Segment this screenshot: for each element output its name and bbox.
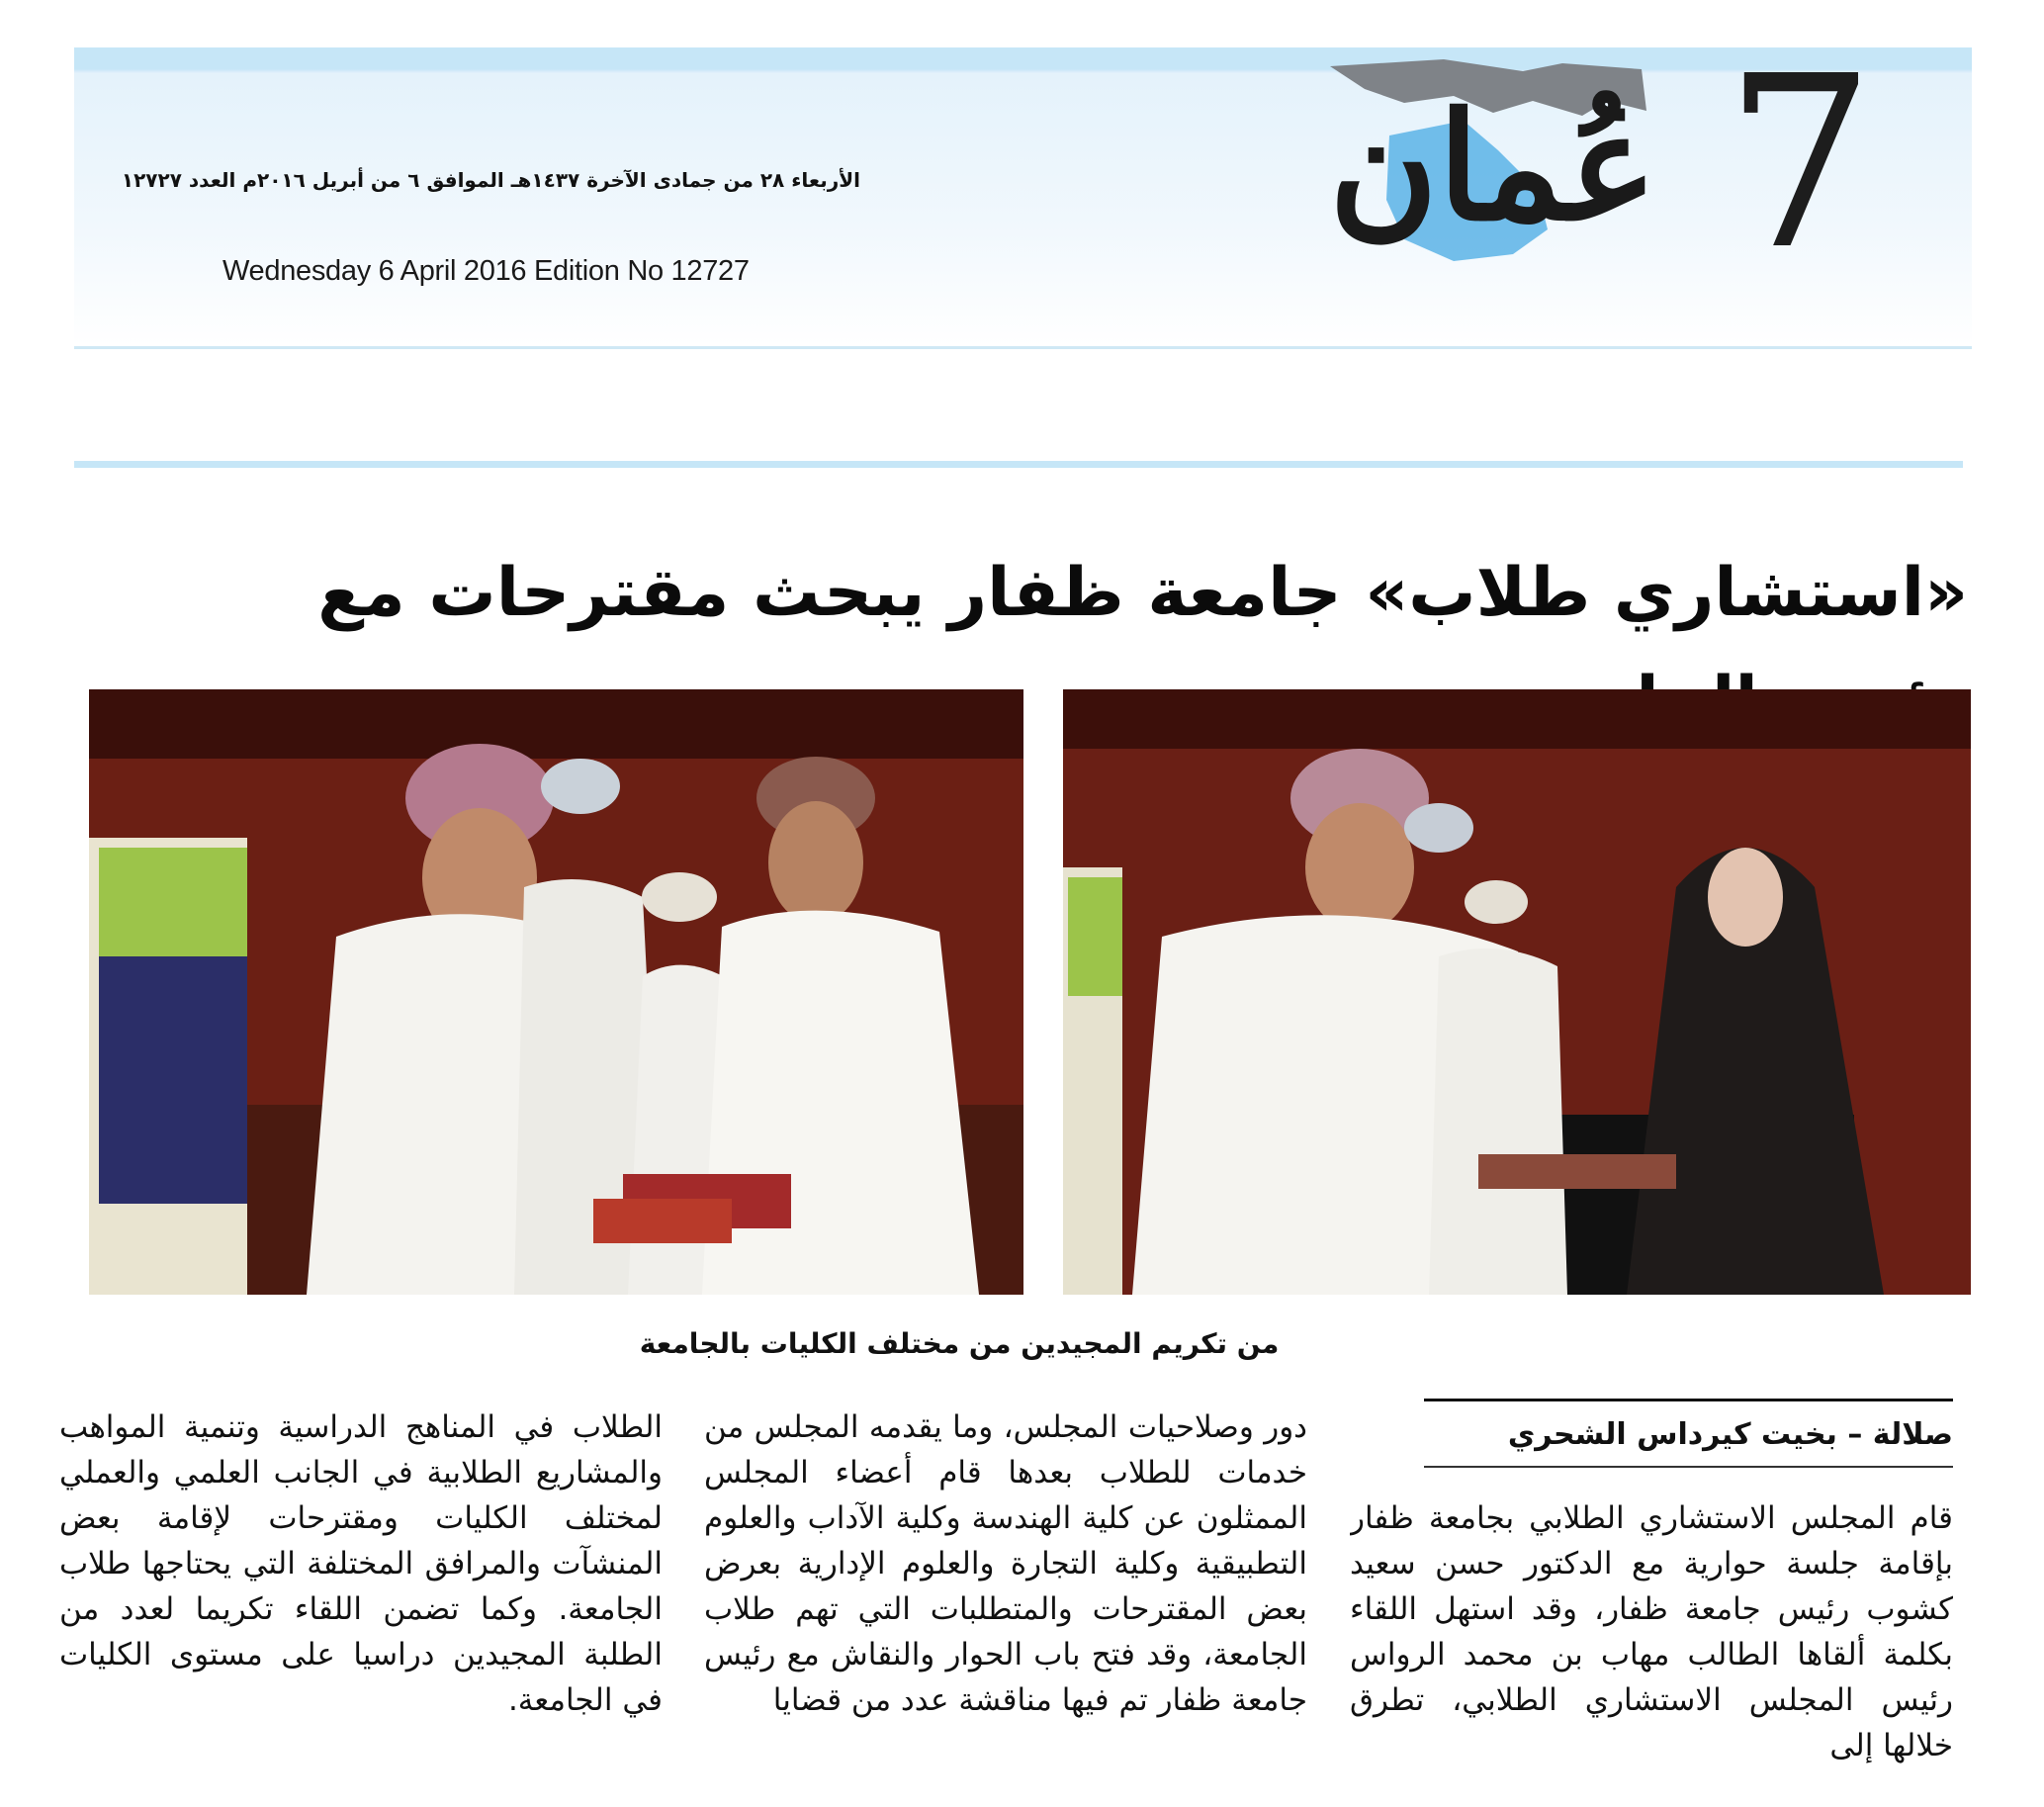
photo-award-handshake [89,689,1023,1295]
byline-rule [1424,1399,1953,1401]
article-column-1: قام المجلس الاستشاري الطلابي بجامعة ظفار بإقامة جلسة حوارية مع الدكتور حسن سعيد كشوب رئيس جامعة ظفار، وقد استهل اللقاء بكلمة ألقاها الطالب مهاب بن محمد الرواس رئيس المجلس الاستشاري الطلابي، تطرق خلالها إلى [1350,1500,1953,1763]
article-column-3: الطلاب في المناهج الدراسية وتنمية المواهب والمشاريع الطلابية في الجانب العلمي والعملي لمختلف الكليات ومقترحات لإقامة بعض المنشآت والمرافق المختلفة التي يحتاجها طلاب الجامعة. وكما تضمن اللقاء تكريما لعدد من الطلبة المجيدين دراسيا على مستوى الكليات في الجامعة. [59,1409,663,1718]
article-column-2: دور وصلاحيات المجلس، وما يقدمه المجلس من خدمات للطلاب بعدها قام أعضاء المجلس الممثلون عن كلية الهندسة وكلية الآداب والعلوم التطبيقية وكلية التجارة والعلوم الإدارية بعرض بعض المقترحات والمتطلبات التي تهم طلاب الجامعة، وقد فتح باب الحوار والنقاش مع رئيس جامعة ظفار تم فيها مناقشة عدد من قضايا [704,1409,1307,1718]
logo-text: عُمان [1328,80,1658,254]
newspaper-logo [1325,42,1661,274]
date-arabic: الأربعاء ٢٨ من جمادى الآخرة ١٤٣٧هـ الموافق ٦ من أبريل ٢٠١٦م العدد ١٢٧٢٧ [121,168,860,192]
page-number: 7 [1724,25,1876,302]
section-divider [74,461,1963,468]
byline-underline [1424,1466,1953,1468]
photo-caption: من تكريم المجيدين من مختلف الكليات بالجامعة [639,1327,1280,1360]
article-headline: «استشاري طلاب» جامعة ظفار يبحث مقترحات مع [317,554,1968,632]
date-english: Wednesday 6 April 2016 Edition No 12727 [222,255,750,287]
photo-award-student [1063,689,1971,1295]
masthead [74,47,1972,349]
byline: صلالة – بخيت كيرداس الشحري [1507,1417,1953,1452]
masthead-band [74,47,1972,69]
